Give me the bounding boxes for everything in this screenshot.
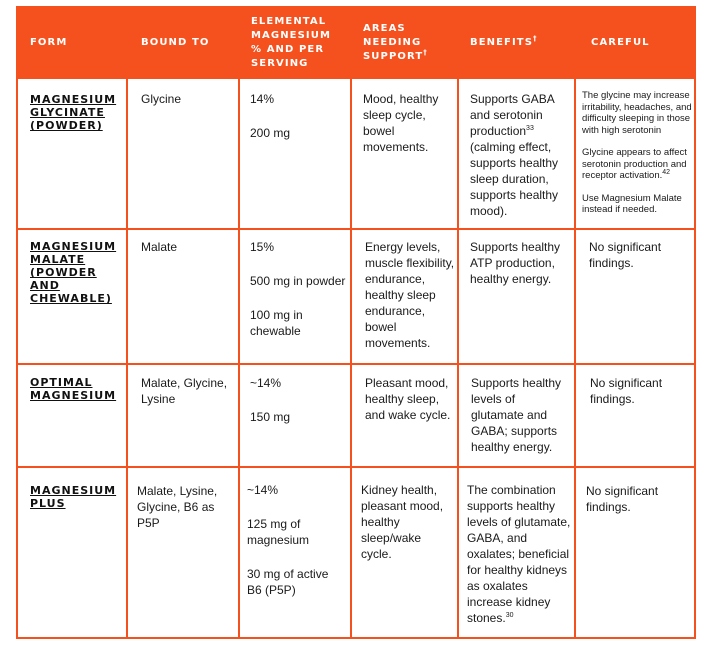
grid-line xyxy=(16,363,696,365)
grid-line xyxy=(16,637,696,639)
form-name: MAGNESIUM MALATE (POWDER AND CHEWABLE) xyxy=(30,240,117,305)
grid-line xyxy=(126,79,128,639)
benefits: Supports healthy ATP production, healthy energy. xyxy=(470,240,561,286)
careful xyxy=(582,90,692,227)
magnesium-comparison-table xyxy=(16,6,696,639)
serving: 125 mg of magnesium xyxy=(247,517,310,547)
bound-to: Malate xyxy=(141,240,178,254)
elemental-magnesium xyxy=(247,482,346,616)
percent: ~14% xyxy=(247,483,279,497)
header-benefits: BENEFITS† xyxy=(470,34,538,48)
header-elemental-magnesium: ELEMENTAL MAGNESIUM % AND PER SERVING xyxy=(251,15,331,69)
grid-line xyxy=(350,79,352,639)
header-bound-to: BOUND TO xyxy=(141,36,210,48)
benefits: Supports GABA and serotonin production$^{33}$ (calming effect, supports healthy sleep duration, supports healthy mood). xyxy=(470,92,559,218)
grid-line xyxy=(694,79,696,639)
areas-needing-support: Energy levels, muscle flexibility, endurance, healthy sleep endurance, bowel movements. xyxy=(365,240,455,350)
grid-line xyxy=(457,79,459,639)
elemental-magnesium xyxy=(250,239,346,357)
areas-needing-support: Pleasant mood, healthy sleep, and wake cycle. xyxy=(365,376,451,422)
careful: No significant findings. xyxy=(586,484,659,514)
areas-needing-support: Mood, healthy sleep cycle, bowel movements. xyxy=(363,92,439,154)
header-careful: CAREFUL xyxy=(591,36,650,48)
serving: 100 mg in chewable xyxy=(250,308,303,338)
percent: ~14% xyxy=(250,376,282,390)
benefits: The combination supports healthy levels of glutamate, GABA, and oxalates; beneficial for healthy kidneys as oxalates increase kidney stones.$^{30}$ xyxy=(467,483,571,625)
percent: 15% xyxy=(250,240,275,254)
bound-to: Malate, Glycine, Lysine xyxy=(141,376,228,406)
grid-line xyxy=(238,79,240,639)
grid-line xyxy=(574,79,576,639)
careful-note: The glycine may increase irritability, headaches, and difficulty sleeping in those with high serotonin xyxy=(582,90,692,136)
elemental-magnesium xyxy=(250,91,346,159)
bound-to: Malate, Lysine, Glycine, B6 as P5P xyxy=(137,484,218,530)
careful-note: Use Magnesium Malate instead if needed. xyxy=(582,192,682,215)
elemental-magnesium xyxy=(250,375,346,443)
grid-line xyxy=(16,79,18,639)
grid-line xyxy=(16,466,696,468)
areas-needing-support: Kidney health, pleasant mood, healthy sleep/wake cycle. xyxy=(361,483,444,561)
serving: 30 mg of active B6 (P5P) xyxy=(247,567,329,597)
form-name: MAGNESIUM GLYCINATE (POWDER) xyxy=(30,93,117,132)
grid-line xyxy=(16,228,696,230)
careful-note: Glycine appears to affect serotonin production and receptor activation.$^{42}$ xyxy=(582,147,687,181)
careful: No significant findings. xyxy=(590,376,663,406)
careful: No significant findings. xyxy=(589,240,662,270)
percent: 14% xyxy=(250,92,275,106)
header-areas-needing-support: AREAS NEEDING SUPPORT† xyxy=(363,22,428,62)
benefits: Supports healthy levels of glutamate and GABA; supports healthy energy. xyxy=(471,376,562,454)
form-name: OPTIMAL MAGNESIUM xyxy=(30,376,117,402)
form-name: MAGNESIUM PLUS xyxy=(30,484,117,510)
serving: 150 mg xyxy=(250,410,291,424)
bound-to: Glycine xyxy=(141,92,182,106)
serving: 500 mg in powder xyxy=(250,274,346,288)
serving: 200 mg xyxy=(250,126,291,140)
header-form: FORM xyxy=(30,36,68,48)
